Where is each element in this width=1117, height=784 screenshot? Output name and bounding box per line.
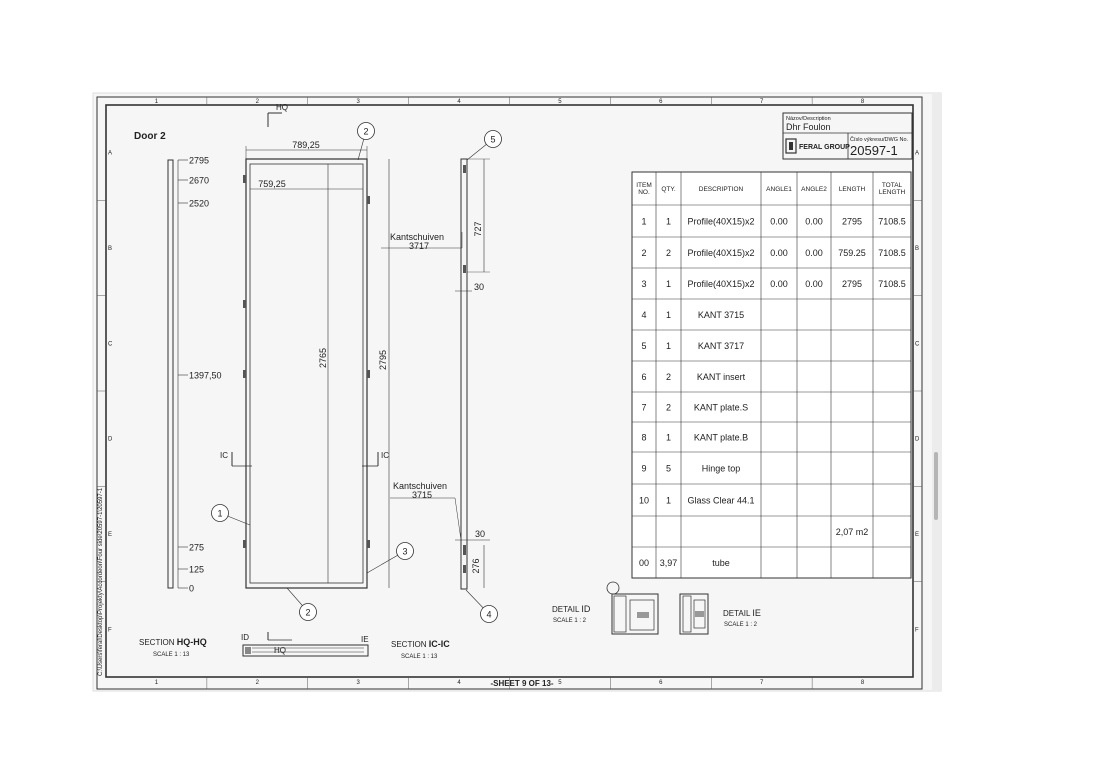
drawing-title: Door 2 xyxy=(134,131,166,142)
level-label: 1397,50 xyxy=(189,370,222,381)
level-label: 0 xyxy=(189,583,195,594)
bom-cell: 7 xyxy=(641,402,647,413)
bom-table xyxy=(632,172,911,578)
zone-row-B-left: B xyxy=(108,246,113,252)
bom-cell: 2795 xyxy=(841,279,863,289)
bom-cell: KANT insert xyxy=(696,372,746,382)
bom-header-cell: LENGTH xyxy=(838,186,866,193)
balloon-number: 5 xyxy=(490,134,496,145)
bom-cell: 0.00 xyxy=(770,279,788,289)
bom-cell: 7108.5 xyxy=(878,279,906,289)
bom-cell: 0.00 xyxy=(805,216,823,227)
level-label: 2520 xyxy=(189,198,210,209)
zone-column-8-bottom: 8 xyxy=(860,680,865,686)
company-name: FERAL GROUP xyxy=(799,144,850,151)
level-label: 2670 xyxy=(189,175,210,186)
balloon-number: 1 xyxy=(217,508,223,519)
zone-column-3-bottom: 3 xyxy=(356,680,360,686)
bom-cell: KANT plate.S xyxy=(693,402,749,413)
bom-cell: 00 xyxy=(638,558,650,568)
zone-row-B-right: B xyxy=(915,246,920,252)
dim-side-30-top: 30 xyxy=(474,282,485,292)
bom-cell: 5 xyxy=(665,463,672,474)
bom-cell: Profile(40X15)x2 xyxy=(687,248,755,258)
bom-cell: 1 xyxy=(665,310,672,320)
dim-width-outer: 789,25 xyxy=(292,140,320,150)
bom-cell: Profile(40X15)x2 xyxy=(687,216,755,227)
bom-cell: 5 xyxy=(641,341,647,351)
level-label: 275 xyxy=(189,542,205,553)
bom-cell: 2795 xyxy=(841,216,863,227)
bom-cell: 9 xyxy=(641,463,647,474)
bom-header-cell: TOTAL xyxy=(881,182,903,189)
zone-column-2-top: 2 xyxy=(255,99,259,105)
description-value: Dhr Foulon xyxy=(786,122,831,132)
bom-cell: 10 xyxy=(638,495,650,506)
bom-cell: 3 xyxy=(641,279,647,289)
section-ic-scale: SCALE 1 : 13 xyxy=(401,654,438,660)
bom-cell: Glass Clear 44.1 xyxy=(687,495,755,506)
dim-height-outer: 2795 xyxy=(378,349,388,371)
bom-header-cell: LENGTH xyxy=(878,189,906,196)
zone-column-7-bottom: 7 xyxy=(760,680,764,686)
bom-cell: Profile(40X15)x2 xyxy=(687,279,755,289)
bom-cell: 1 xyxy=(665,279,672,289)
dim-side-727: 727 xyxy=(473,221,483,237)
bom-cell: 7108.5 xyxy=(878,248,906,258)
bom-cell: 1 xyxy=(665,495,672,506)
scrollbar-track[interactable] xyxy=(932,93,942,691)
bom-header-cell: NO. xyxy=(638,189,650,196)
bom-header-cell: DESCRIPTION xyxy=(698,186,744,193)
section-hq-scale: SCALE 1 : 13 xyxy=(153,652,190,658)
bom-cell: KANT 3717 xyxy=(697,341,745,351)
zone-column-4-bottom: 4 xyxy=(457,680,461,686)
bom-cell: Hinge top xyxy=(701,463,741,474)
bom-cell: 4 xyxy=(641,310,647,320)
bom-cell: KANT 3715 xyxy=(697,310,745,320)
scrollbar-thumb[interactable] xyxy=(934,452,938,520)
section-hq-top-label: HQ xyxy=(276,103,288,112)
balloon-number: 4 xyxy=(486,609,492,620)
zone-row-E-right: E xyxy=(915,532,920,538)
zone-column-4-top: 4 xyxy=(457,99,461,105)
zone-row-A-left: A xyxy=(108,150,113,157)
bom-cell: 0.00 xyxy=(805,279,823,289)
section-ic-left-label: IC xyxy=(220,451,228,460)
bom-header-cell: ANGLE1 xyxy=(766,186,792,193)
detail-id-title: DETAIL ID xyxy=(552,604,591,614)
bom-cell: 2 xyxy=(665,248,672,258)
bom-cell: 0.00 xyxy=(770,248,788,258)
sheet-number: -SHEET 9 OF 13- xyxy=(490,679,554,688)
zone-column-5-top: 5 xyxy=(558,99,562,105)
bom-cell: 2,07 m2 xyxy=(835,527,869,537)
zone-column-3-top: 3 xyxy=(356,99,360,105)
dim-height-inner: 2765 xyxy=(318,347,328,369)
bom-cell: 1 xyxy=(641,216,647,227)
zone-row-F-right: F xyxy=(915,627,919,634)
kant-3717-number: 3717 xyxy=(408,241,430,251)
zone-row-A-right: A xyxy=(915,150,920,157)
bom-cell: KANT plate.B xyxy=(693,432,749,443)
section-ic-title: SECTION IC-IC xyxy=(391,639,450,649)
zone-row-C-right: C xyxy=(915,341,920,348)
bom-cell: 6 xyxy=(641,372,647,382)
bom-cell: 1 xyxy=(665,341,672,351)
bom-cell: 2 xyxy=(665,402,672,413)
bom-cell: 7108.5 xyxy=(878,216,906,227)
zone-column-6-bottom: 6 xyxy=(659,680,663,686)
zone-row-E-left: E xyxy=(108,532,113,538)
balloon-number: 2 xyxy=(363,126,369,137)
zone-column-1-bottom: 1 xyxy=(154,680,159,686)
bom-header-cell: QTY. xyxy=(661,186,676,193)
section-ic-right-label: IC xyxy=(381,451,389,460)
file-path: C:\Users\feral\Desktop\Projekty\Accordeon\Four side\20597-1\20597-1 xyxy=(98,487,104,676)
detail-ie-marker: IE xyxy=(361,635,369,644)
zone-column-8-top: 8 xyxy=(860,99,865,105)
dwg-number: 20597-1 xyxy=(850,143,898,158)
bom-cell: 1 xyxy=(665,432,672,443)
bom-header-cell: ANGLE2 xyxy=(801,186,827,193)
dim-side-30-bottom: 30 xyxy=(475,529,486,539)
dim-side-276: 276 xyxy=(471,558,481,574)
bom-cell: 0.00 xyxy=(770,216,788,227)
balloon-number: 2 xyxy=(305,607,311,618)
zone-row-F-left: F xyxy=(108,627,112,634)
zone-column-2-bottom: 2 xyxy=(255,680,259,686)
dim-width-inner: 759,25 xyxy=(258,179,286,189)
detail-id-scale: SCALE 1 : 2 xyxy=(553,618,587,624)
bom-cell: tube xyxy=(712,558,730,568)
dwg-label: Číslo výkresu/DWG No. xyxy=(850,137,909,143)
bom-cell: 3,97 xyxy=(659,558,678,568)
bom-cell: 8 xyxy=(641,432,647,443)
detail-id-marker: ID xyxy=(241,633,249,642)
level-label: 2795 xyxy=(189,155,210,166)
zone-column-5-bottom: 5 xyxy=(558,680,562,686)
detail-ie-scale: SCALE 1 : 2 xyxy=(724,622,758,628)
zone-row-D-left: D xyxy=(108,436,113,443)
kant-3715-label: Kantschuiven xyxy=(392,481,448,491)
zone-row-D-right: D xyxy=(915,436,920,443)
bom-cell: 759.25 xyxy=(838,248,866,258)
bom-cell: 2 xyxy=(665,372,672,382)
bom-cell: 2 xyxy=(641,248,647,258)
bom-header-cell: ITEM xyxy=(636,182,652,189)
kant-3715-number: 3715 xyxy=(411,490,433,500)
kant-3717-label: Kantschuiven xyxy=(389,232,445,242)
zone-column-6-top: 6 xyxy=(659,99,663,105)
bom-cell: 0.00 xyxy=(805,248,823,258)
zone-column-1-top: 1 xyxy=(154,99,159,105)
description-label: Názov/Description xyxy=(786,116,831,122)
bom-cell: 1 xyxy=(665,216,672,227)
level-label: 125 xyxy=(189,564,205,575)
zone-column-7-top: 7 xyxy=(760,99,764,105)
section-hq-bottom-label: HQ xyxy=(274,646,286,655)
section-hq-title: SECTION HQ-HQ xyxy=(139,637,207,647)
balloon-number: 3 xyxy=(402,546,408,557)
detail-ie-title: DETAIL IE xyxy=(723,608,761,618)
zone-row-C-left: C xyxy=(108,341,113,348)
